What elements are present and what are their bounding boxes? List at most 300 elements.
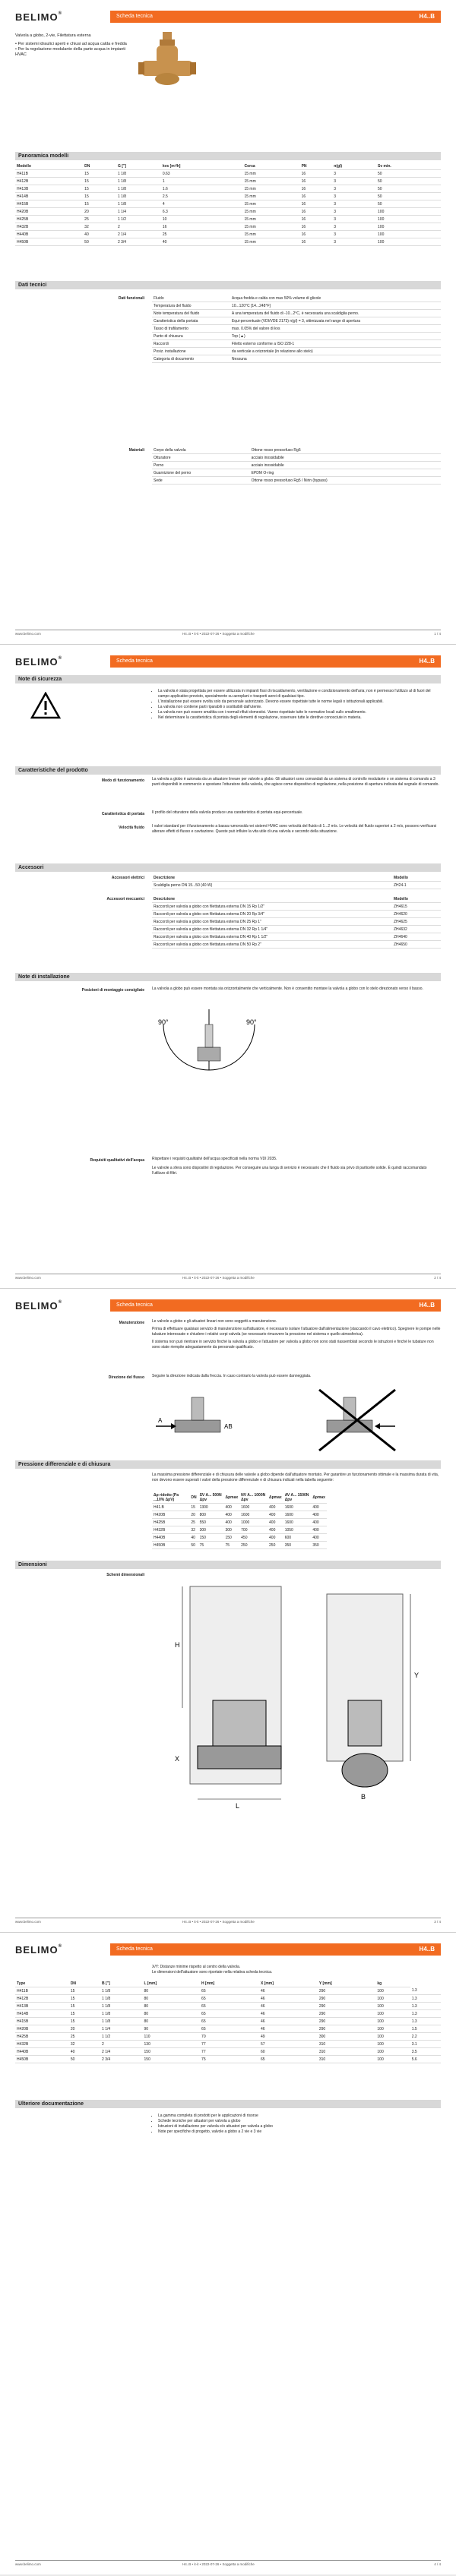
dim-letter: L <box>236 1802 240 1810</box>
maintenance-paragraph: Le valvole a globo e gli attuatori lineari non sono soggetti a manutenzione. <box>152 1319 277 1324</box>
pressure-row <box>152 1534 327 1542</box>
table-cell: 25 <box>189 1519 198 1526</box>
table-cell: 40 <box>189 1534 198 1542</box>
table-cell: 25 <box>69 2033 100 2041</box>
dimension-row <box>15 1995 441 2003</box>
page-footer <box>15 2560 441 2567</box>
product-code: H4..B <box>419 1302 435 1309</box>
table-cell: Raccordi per valvola a globo con filettatura esterna DN 32 Rp 1 1/4" <box>152 926 392 933</box>
table-cell: 16 <box>300 200 333 208</box>
flow-direction-label: Direzione del flusso <box>108 1375 144 1380</box>
column-header: SV A... 500N Δpv <box>198 1492 224 1504</box>
footer-site[interactable]: www.belimo.com <box>15 632 41 636</box>
table-cell: 3 <box>332 216 376 223</box>
table-cell: 16 <box>300 178 333 185</box>
docs-list <box>152 2114 441 2135</box>
table-cell: 100 <box>376 231 441 238</box>
table-cell: 600 <box>283 1534 312 1542</box>
table-cell: 16 <box>300 185 333 193</box>
table-cell: 1.6 <box>161 185 243 193</box>
accessory-row <box>152 882 441 889</box>
table-cell: 3 <box>332 231 376 238</box>
column-header: PN <box>300 163 333 170</box>
feature-label: Caratteristica di portata <box>101 812 144 816</box>
table-cell: 1 1/8 <box>116 193 161 200</box>
table-cell: 50 <box>376 170 441 178</box>
table-cell: 25 <box>83 216 116 223</box>
belimo-logo: BELIMO® <box>15 656 62 668</box>
table-cell: acciaio inossidabile <box>250 462 441 469</box>
feature-label: Modo di funzionamento <box>101 778 144 783</box>
table-cell: 290 <box>318 1995 376 2003</box>
table-cell: 15 <box>83 185 116 193</box>
table-cell: 400 <box>311 1526 327 1534</box>
column-header: Δpmax <box>224 1492 240 1504</box>
table-cell: 16 <box>300 223 333 231</box>
section-accessories: Accessori <box>15 863 441 872</box>
warning-icon <box>30 692 61 719</box>
table-cell: 46 <box>259 2018 318 2025</box>
table-cell: Filetto esterno conforme a ISO 228-1 <box>230 340 441 348</box>
table-cell: 400 <box>224 1519 240 1526</box>
header-title: Scheda tecnica <box>116 658 153 664</box>
tech-row <box>152 454 441 462</box>
table-cell: Temperatura del fluido <box>152 302 230 310</box>
table-cell: 1 1/4 <box>116 208 161 216</box>
table-cell: 310 <box>318 2041 376 2048</box>
model-row <box>15 170 441 178</box>
column-header: Sv min. <box>376 163 441 170</box>
table-cell: ZH4625 <box>392 918 441 926</box>
table-cell: Raccordi per valvola a globo con filettatura esterna DN 25 Rp 1" <box>152 918 392 926</box>
table-cell: 3 <box>332 193 376 200</box>
table-cell: 350 <box>283 1542 312 1549</box>
footer-site[interactable]: www.belimo.com <box>15 1276 41 1280</box>
header-title: Scheda tecnica <box>116 14 153 19</box>
table-cell: 100 <box>375 1995 410 2003</box>
tech-row <box>152 355 441 363</box>
table-cell: 16 <box>300 208 333 216</box>
table-cell: 3.5 <box>410 2048 441 2056</box>
doc-item: • Schede tecniche per attuatori per valvola a globo <box>158 2119 441 2124</box>
table-cell: 2.5 <box>161 193 243 200</box>
section-tech: Dati tecnici <box>15 281 441 289</box>
tech-row <box>152 469 441 477</box>
table-cell: 300 <box>224 1526 240 1534</box>
table-cell: 400 <box>268 1534 283 1542</box>
table-cell: 65 <box>200 1995 259 2003</box>
column-header: Modello <box>15 163 83 170</box>
dimension-notes <box>152 1965 441 1975</box>
table-cell: 46 <box>259 1995 318 2003</box>
table-cell: 15 <box>189 1504 198 1511</box>
table-cell: 1 1/8 <box>100 1987 143 1995</box>
mounting-text: La valvola a globo può essere montata sia orizzontalmente che verticalmente. Non è consentito montare la valvola a globo con lo stelo direzionato verso il basso. <box>152 987 423 991</box>
table-cell: 15 mm <box>242 170 299 178</box>
column-header: B ["] <box>100 1980 143 1987</box>
table-cell: 16 <box>300 238 333 246</box>
accessories-group-label: Accessori meccanici <box>106 897 144 901</box>
belimo-logo: BELIMO® <box>15 1300 62 1312</box>
table-cell: 1 1/8 <box>116 170 161 178</box>
table-cell: 310 <box>318 2056 376 2063</box>
tech-table-2 <box>152 447 441 485</box>
table-cell: H415B <box>15 2018 69 2025</box>
column-header: AV A... 1500N Δpv <box>283 1492 312 1504</box>
table-cell: 100 <box>376 208 441 216</box>
table-cell: 60 <box>259 2048 318 2056</box>
table-cell: 1 1/2 <box>116 216 161 223</box>
mounting-label: Posizioni di montaggio consigliate <box>81 988 144 993</box>
table-cell: H440B <box>152 1534 189 1542</box>
column-header: Descrizione <box>152 874 392 882</box>
svg-text:AB: AB <box>224 1423 233 1430</box>
table-cell: 400 <box>311 1504 327 1511</box>
table-cell: 1600 <box>283 1519 312 1526</box>
page-header <box>15 654 441 671</box>
table-cell: H411B <box>15 170 83 178</box>
table-cell: 100 <box>375 1987 410 1995</box>
column-header: Δpmax <box>311 1492 327 1504</box>
intro-bullet: • Per sistemi idraulici aperti e chiusi ad acqua calda e fredda <box>15 42 127 46</box>
table-cell: 15 mm <box>242 238 299 246</box>
page-3 <box>0 1288 456 1932</box>
table-cell: 1600 <box>239 1511 268 1519</box>
table-cell: 25 <box>161 231 243 238</box>
table-cell: 15 mm <box>242 223 299 231</box>
table-cell: 250 <box>268 1542 283 1549</box>
table-cell: 1050 <box>283 1526 312 1534</box>
dimension-row <box>15 2033 441 2041</box>
table-cell: 3 <box>332 223 376 231</box>
table-cell: H41.B <box>152 1504 189 1511</box>
page-footer <box>15 1918 441 1924</box>
footer-page: 2 / 4 <box>434 1276 441 1280</box>
table-cell: 1 1/2 <box>100 2033 143 2041</box>
table-cell: 15 <box>69 2003 100 2010</box>
table-cell: 1 <box>161 178 243 185</box>
table-cell: Ottone rosso pressofuso Rg5 <box>250 447 441 454</box>
table-cell: 1300 <box>198 1504 224 1511</box>
doc-item: • Istruzioni di installazione per valvola e/o attuatori per valvola a globo <box>158 2124 441 2129</box>
tech-group-label: Materiali <box>128 448 144 453</box>
model-row <box>15 193 441 200</box>
table-cell: 1.3 <box>410 1987 441 1995</box>
table-cell: H440B <box>15 231 83 238</box>
table-cell: 100 <box>375 2033 410 2041</box>
table-cell: Ottone rosso pressofuso Rg5 / Nirin (bypass) <box>250 477 441 485</box>
tech-row <box>152 477 441 485</box>
footer-site[interactable]: www.belimo.com <box>15 1920 41 1924</box>
footer-doc: H4..B • it-it • 2022-07-26 • Soggetta a modifiche <box>182 632 255 636</box>
table-cell: 50 <box>376 200 441 208</box>
model-row <box>15 185 441 193</box>
table-cell: 400 <box>268 1519 283 1526</box>
dimension-front-view <box>175 1586 281 1810</box>
pressure-text: La massima pressione differenziale e di chiusura delle valvole a globo dipende dall'attuatore montato. Per garantire un funzionamento ottimale e la massima durata di vita, non devono essere superati i valori della pressione differenziale e di chiusura indicati nella tabella seguente: <box>152 1473 439 1482</box>
accessory-row <box>152 911 441 918</box>
table-cell: 46 <box>259 2010 318 2018</box>
table-cell: H432B <box>15 223 83 231</box>
table-cell: 5.6 <box>410 2056 441 2063</box>
table-cell: 1 1/8 <box>116 185 161 193</box>
table-cell: acciaio inossidabile <box>250 454 441 462</box>
safety-note: • La valvola non può essere smaltita con i normali rifiuti domestici. Vanno rispettate tutte le normative locali sullo smaltimento. <box>158 710 441 715</box>
dimension-row <box>15 1987 441 1995</box>
table-cell: H440B <box>15 2048 69 2056</box>
header-bar <box>110 655 441 668</box>
table-cell: 2 <box>100 2041 143 2048</box>
dim-letter: H <box>175 1641 180 1649</box>
section-docs: Ulteriore documentazione <box>15 2100 441 2108</box>
table-cell: H450B <box>152 1542 189 1549</box>
table-cell: H432B <box>152 1526 189 1534</box>
product-code: H4..B <box>419 1946 435 1953</box>
dim-letter: B <box>361 1793 366 1801</box>
table-cell: Posiz. installazione <box>152 348 230 355</box>
column-header: Modello <box>392 874 441 882</box>
maintenance-label: Manutenzione <box>119 1321 144 1325</box>
intro <box>15 33 129 58</box>
table-cell: Note temperatura del fluido <box>152 310 230 317</box>
table-cell: 1.3 <box>410 2010 441 2018</box>
flow-correct-figure <box>156 1397 233 1432</box>
table-cell: 2 1/4 <box>100 2048 143 2056</box>
intro-title: Valvola a globo, 2-vie, Filettatura esterna <box>15 33 91 38</box>
table-cell: 80 <box>143 1987 201 1995</box>
table-cell: Caratteristica della portata <box>152 317 230 325</box>
mounting-positions-diagram <box>152 1002 266 1078</box>
safety-notes <box>152 689 441 721</box>
model-row <box>15 223 441 231</box>
svg-text:90°: 90° <box>246 1018 257 1026</box>
footer-page: 3 / 4 <box>434 1920 441 1924</box>
table-cell: 65 <box>200 2018 259 2025</box>
table-cell: 400 <box>311 1534 327 1542</box>
table-cell: 3 <box>332 170 376 178</box>
table-cell: 16 <box>300 170 333 178</box>
table-cell: 100 <box>375 2056 410 2063</box>
safety-note: • L'installazione può essere svolta solo da personale autorizzato. Devono essere rispettate tutte le norme legali o istituzionali applicabili. <box>158 699 441 705</box>
table-cell: 400 <box>224 1511 240 1519</box>
table-cell: Equi-percentuale (VDI/VDE 2173) n(gl) = 3, ottimizzata nel range di apertura <box>230 317 441 325</box>
table-cell: H415B <box>15 200 83 208</box>
table-cell: ZH4615 <box>392 903 441 911</box>
table-cell: 50 <box>376 193 441 200</box>
column-header: Δp ridotto (Pa ...10% ΔpV) <box>152 1492 189 1504</box>
section-dimensions: Dimensioni <box>15 1561 441 1569</box>
pressure-row <box>152 1542 327 1549</box>
table-cell: 2 3/4 <box>100 2056 143 2063</box>
table-cell: max. 0.05% del valore di kvs <box>230 325 441 333</box>
column-header: X [mm] <box>259 1980 318 1987</box>
table-cell: 15 mm <box>242 208 299 216</box>
column-header: Δpmax <box>268 1492 283 1504</box>
accessory-row <box>152 903 441 911</box>
feature-text: I valori standard per il funzionamento a bassa rumorosità nei sistemi HVAC sono velocità del fluido di 1...2 m/s. Le velocità del fluido superiori a 2 m/s, possono verificarsi alterare effetti di flusso e cavitazione. Queste può influire la vita utile di una valvola e secondo della situazione. <box>152 824 437 834</box>
column-header: Type <box>15 1980 69 1987</box>
table-cell: 10 <box>161 216 243 223</box>
table-cell: 16 <box>300 193 333 200</box>
header-bar <box>110 1299 441 1312</box>
tech-group-label: Dati funzionali <box>118 296 144 301</box>
accessory-row <box>152 918 441 926</box>
table-cell: 50 <box>376 178 441 185</box>
page-2 <box>0 644 456 1288</box>
table-cell: Otturatore <box>152 454 250 462</box>
dimension-row <box>15 2010 441 2018</box>
table-cell: 32 <box>83 223 116 231</box>
table-cell: 65 <box>200 1987 259 1995</box>
pressure-row <box>152 1504 327 1511</box>
table-cell: 50 <box>69 2056 100 2063</box>
table-cell: H414B <box>15 2010 69 2018</box>
accessories-electric-table <box>152 874 441 889</box>
header-title: Scheda tecnica <box>116 1302 153 1308</box>
table-cell: 300 <box>198 1526 224 1534</box>
table-cell: 700 <box>239 1526 268 1534</box>
footer-site[interactable]: www.belimo.com <box>15 2562 41 2566</box>
table-cell: 1 1/8 <box>100 2003 143 2010</box>
table-cell: 100 <box>375 2018 410 2025</box>
table-cell: Corpo della valvola <box>152 447 250 454</box>
product-code: H4..B <box>419 658 435 665</box>
dimensions-table <box>15 1980 441 2063</box>
table-cell: 77 <box>200 2041 259 2048</box>
table-cell: 15 mm <box>242 216 299 223</box>
accessory-row <box>152 926 441 933</box>
table-cell: 32 <box>69 2041 100 2048</box>
table-cell: 1 1/8 <box>116 178 161 185</box>
table-cell: 1.3 <box>410 2018 441 2025</box>
table-cell: 49 <box>259 2033 318 2041</box>
column-header: DN <box>189 1492 198 1504</box>
table-cell: 15 <box>69 2010 100 2018</box>
page-footer <box>15 630 441 636</box>
table-cell: 550 <box>198 1519 224 1526</box>
table-cell: 16 <box>161 223 243 231</box>
dimension-row <box>15 2025 441 2033</box>
table-cell: 310 <box>318 2048 376 2056</box>
maintenance-paragraph: Il sistema non può rientrare in servizio finché la valvola a globo e l'attuatore per valvola a globo non sono stati riassemblati secondo le istruzioni e finché le tubature non sono state riempite adeguatamente da personale qualificato. <box>152 1340 434 1350</box>
footer-doc: H4..B • it-it • 2022-07-26 • Soggetta a modifiche <box>182 2562 255 2566</box>
table-cell: 15 mm <box>242 200 299 208</box>
column-header: L [mm] <box>143 1980 201 1987</box>
table-cell: 300 <box>318 2033 376 2041</box>
table-cell: 2.2 <box>410 2033 441 2041</box>
column-header: kvs [m³/h] <box>161 163 243 170</box>
table-cell: 290 <box>318 1987 376 1995</box>
doc-item: • Note per specifiche di progetto, valvole a globo a 2 vie e 3 vie <box>158 2129 441 2135</box>
tech-row <box>152 447 441 454</box>
table-cell: 1600 <box>283 1504 312 1511</box>
table-cell: EPDM O-ring <box>250 469 441 477</box>
column-header: n(gl) <box>332 163 376 170</box>
column-header: DN <box>83 163 116 170</box>
table-cell: 1.3 <box>410 1995 441 2003</box>
section-safety: Note di sicurezza <box>15 675 441 683</box>
table-cell: H412B <box>15 178 83 185</box>
footer-doc: H4..B • it-it • 2022-07-26 • Soggetta a modifiche <box>182 1920 255 1924</box>
table-cell: 1 1/8 <box>100 1995 143 2003</box>
table-cell: Raccordi <box>152 340 230 348</box>
table-cell: 290 <box>318 2025 376 2033</box>
table-cell: 15 <box>83 193 116 200</box>
table-cell: Top (▲) <box>230 333 441 340</box>
table-cell: 350 <box>311 1542 327 1549</box>
table-cell: 65 <box>200 2010 259 2018</box>
table-cell: 100 <box>375 2048 410 2056</box>
table-cell: 65 <box>200 2003 259 2010</box>
table-cell: da verticale a orizzontale (in relazione allo stelo) <box>230 348 441 355</box>
dim-letter: X <box>175 1755 180 1763</box>
table-cell: ZH4640 <box>392 933 441 941</box>
water-quality-text: Rispettare i requisiti qualitativi dell'acqua specificati nella norma VDI 2035. <box>152 1157 277 1161</box>
header-bar <box>110 1943 441 1956</box>
table-cell: 2 <box>116 223 161 231</box>
accessories-group-label: Accessori elettrici <box>111 876 144 880</box>
table-cell: 3 <box>332 238 376 246</box>
table-cell: 290 <box>318 2003 376 2010</box>
dimension-drawing <box>152 1571 441 1845</box>
table-cell: 400 <box>268 1526 283 1534</box>
page-header <box>15 1942 441 1959</box>
section-installation: Note di installazione <box>15 973 441 981</box>
footer-doc: H4..B • it-it • 2022-07-26 • Soggetta a modifiche <box>182 1276 255 1280</box>
column-header: Descrizione <box>152 895 392 903</box>
table-cell: 15 <box>69 2018 100 2025</box>
column-header: H [mm] <box>200 1980 259 1987</box>
table-cell: H450B <box>15 2056 69 2063</box>
table-cell: Raccordi per valvola a globo con filettatura esterna DN 50 Rp 2" <box>152 941 392 949</box>
column-header: DN <box>69 1980 100 1987</box>
page-header <box>15 1298 441 1315</box>
table-cell: 75 <box>200 2056 259 2063</box>
dim-letter: Y <box>414 1672 420 1679</box>
table-cell: Punto di chiusura <box>152 333 230 340</box>
header-title: Scheda tecnica <box>116 1946 153 1952</box>
table-cell: 1000 <box>239 1519 268 1526</box>
table-cell: ZH24-1 <box>392 882 441 889</box>
table-cell: 800 <box>198 1511 224 1519</box>
table-cell: H450B <box>15 238 83 246</box>
table-cell: 75 <box>224 1542 240 1549</box>
flow-direction-text: Seguire la direzione indicata dalla freccia. In caso contrario la valvola può essere danneggiata. <box>152 1374 312 1378</box>
table-cell: Raccordi per valvola a globo con filettatura esterna DN 20 Rp 3/4" <box>152 911 392 918</box>
column-header: Corsa <box>242 163 299 170</box>
column-header: G ["] <box>116 163 161 170</box>
header-bar <box>110 11 441 23</box>
pressure-row <box>152 1511 327 1519</box>
table-cell: Fluido <box>152 295 230 302</box>
safety-note: • La valvola è stata progettata per essere utilizzata in impianti fissi di riscaldamento, ventilazione e condizionamento dell'aria; non è permesso l'utilizzo al di fuori del campo applicativo previsto, specialmente su aeroplani o trasporti aerei di qualsiasi tipo. <box>158 689 441 699</box>
table-cell: H413B <box>15 185 83 193</box>
pressure-row <box>152 1526 327 1534</box>
table-cell: 290 <box>318 2010 376 2018</box>
table-cell: 100 <box>376 238 441 246</box>
table-cell: 1 1/8 <box>100 2018 143 2025</box>
page-1 <box>0 0 456 644</box>
dimension-row <box>15 2056 441 2063</box>
table-cell: 3 <box>332 185 376 193</box>
table-cell: 40 <box>161 238 243 246</box>
dimension-side-view <box>327 1594 419 1801</box>
table-cell: 80 <box>143 1995 201 2003</box>
table-cell: 15 mm <box>242 178 299 185</box>
table-cell: ZH4632 <box>392 926 441 933</box>
flow-direction-diagram <box>152 1386 441 1454</box>
page-header <box>15 9 441 26</box>
